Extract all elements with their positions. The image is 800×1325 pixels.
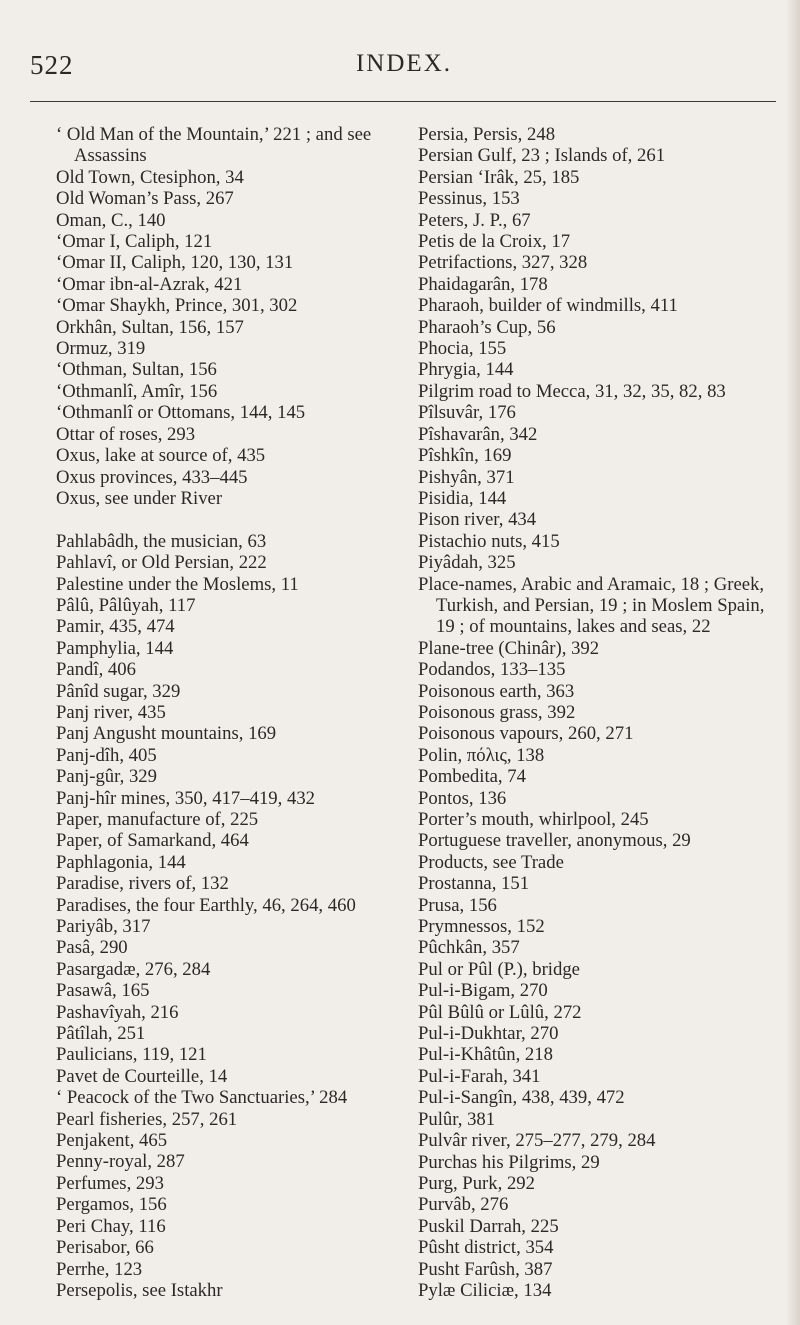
index-entry: Panj river, 435	[56, 701, 166, 723]
index-entry: Pisidia, 144	[418, 487, 507, 509]
index-entry: Orkhân, Sultan, 156, 157	[56, 316, 244, 338]
index-entry: Old Woman’s Pass, 267	[56, 188, 234, 210]
index-entry: Pâtîlah, 251	[56, 1023, 146, 1045]
index-entry: Pul-i-Farah, 341	[418, 1065, 541, 1087]
index-entry: Panj-dîh, 405	[56, 744, 157, 766]
index-entry: ‘Omar II, Caliph, 120, 130, 131	[56, 252, 294, 274]
index-entry: Petrifactions, 327, 328	[418, 252, 588, 274]
index-entry: ‘Othman, Sultan, 156	[56, 359, 217, 381]
index-entry: Pombedita, 74	[418, 766, 526, 788]
index-entry: Pâlû, Pâlûyah, 117	[56, 594, 196, 616]
index-entry: Poisonous earth, 363	[418, 680, 575, 702]
index-entry: Portuguese traveller, anonymous, 29	[418, 830, 691, 852]
header-rule	[30, 101, 776, 102]
index-entry: ‘Othmanlî, Amîr, 156	[56, 380, 218, 402]
index-entry: Pharaoh, builder of windmills, 411	[418, 295, 678, 317]
page-number: 522	[30, 50, 74, 80]
index-entry: Persia, Persis, 248	[418, 124, 556, 145]
index-entry: Pahlabâdh, the musician, 63	[56, 530, 267, 552]
index-entry: Pîshkîn, 169	[418, 445, 512, 467]
index-entry: Pul or Pûl (P.), bridge	[418, 958, 580, 980]
index-entry: Prostanna, 151	[418, 873, 530, 895]
index-entry: Pusht Farûsh, 387	[418, 1258, 553, 1280]
index-entry: Purg, Purk, 292	[418, 1172, 535, 1194]
index-entry: Pulvâr river, 275–277, 279, 284	[418, 1130, 656, 1152]
index-entry: Purvâb, 276	[418, 1194, 509, 1216]
index-entry: Peters, J. P., 67	[418, 209, 531, 231]
index-entry: Pûl Bûlû or Lûlû, 272	[418, 1001, 582, 1023]
index-entry: Pontos, 136	[418, 787, 507, 809]
index-entry: Paradise, rivers of, 132	[56, 873, 229, 895]
index-entry: Phocia, 155	[418, 338, 507, 360]
index-entry: Oxus, lake at source of, 435	[56, 445, 266, 467]
index-entry: ‘Omar I, Caliph, 121	[56, 231, 213, 253]
index-entry: Prusa, 156	[418, 894, 497, 916]
index-column-right	[418, 124, 776, 1301]
index-entry: Puskil Darrah, 225	[418, 1215, 559, 1237]
index-entry: Pamphylia, 144	[56, 637, 174, 659]
letter-section-gap	[56, 509, 391, 530]
index-entry: Pasawâ, 165	[56, 980, 150, 1002]
index-entry: Pison river, 434	[418, 509, 537, 531]
index-entry: Peri Chay, 116	[56, 1215, 166, 1237]
index-entry: Perisabor, 66	[56, 1237, 154, 1259]
index-entry: Paulicians, 119, 121	[56, 1044, 207, 1066]
index-entry: Pîshavarân, 342	[418, 423, 538, 445]
index-entry: Pul-i-Bigam, 270	[418, 980, 548, 1002]
index-entry: Persian Gulf, 23 ; Islands of, 261	[418, 145, 666, 167]
index-entry: Pul-i-Dukhtar, 270	[418, 1023, 559, 1045]
index-entry: Oman, C., 140	[56, 209, 166, 231]
index-entry: Pasâ, 290	[56, 937, 128, 959]
index-entry: Panj-gûr, 329	[56, 766, 157, 788]
index-entry: Pânîd sugar, 329	[56, 680, 181, 702]
index-entry: Paper, manufacture of, 225	[56, 808, 259, 830]
index-entry: Pharaoh’s Cup, 56	[418, 316, 556, 338]
index-entry: Pûchkân, 357	[418, 937, 520, 959]
index-entry: Pasargadæ, 276, 284	[56, 958, 211, 980]
index-entry: Perrhe, 123	[56, 1258, 143, 1280]
index-entry: Pîlsuvâr, 176	[418, 402, 516, 424]
index-entry: ‘Othmanlî or Ottomans, 144, 145	[56, 402, 306, 424]
index-entry: Pulûr, 381	[418, 1108, 496, 1130]
index-entry: ‘Omar ibn-al-Azrak, 421	[56, 273, 243, 295]
index-entry: Oxus provinces, 433–445	[56, 466, 248, 488]
index-entry: Polin, πόλις, 138	[418, 744, 545, 766]
index-entry: Pistachio nuts, 415	[418, 530, 560, 552]
index-column-left	[56, 124, 391, 1301]
index-entry: Persian ‘Irâk, 25, 185	[418, 166, 580, 188]
index-entry: Prymnessos, 152	[418, 916, 545, 938]
index-entry: Piyâdah, 325	[418, 552, 516, 574]
index-entry: Pylæ Ciliciæ, 134	[418, 1279, 552, 1301]
index-entry: Pariyâb, 317	[56, 916, 151, 938]
index-entry: ‘ Peacock of the Two Sanctuaries,’ 284	[56, 1087, 348, 1109]
index-entry: Pahlavî, or Old Persian, 222	[56, 552, 267, 574]
index-entry: Penny-royal, 287	[56, 1151, 185, 1173]
index-entry: Old Town, Ctesiphon, 34	[56, 166, 244, 188]
index-entry: ‘Omar Shaykh, Prince, 301, 302	[56, 295, 298, 317]
index-entry: Phrygia, 144	[418, 359, 514, 381]
running-title: INDEX.	[355, 50, 452, 77]
index-entry: Ottar of roses, 293	[56, 423, 196, 445]
page-header	[30, 50, 778, 90]
index-entry: Petis de la Croix, 17	[418, 231, 571, 253]
index-entry: Plane-tree (Chinâr), 392	[418, 637, 600, 659]
index-entry: Pûsht district, 354	[418, 1237, 554, 1259]
index-entry: Paradises, the four Earthly, 46, 264, 460	[56, 894, 356, 916]
index-entry: Paphlagonia, 144	[56, 851, 186, 873]
index-entry: Poisonous grass, 392	[418, 701, 576, 723]
index-entry: Pessinus, 153	[418, 188, 520, 210]
index-entry: Panj Angusht mountains, 169	[56, 723, 277, 745]
index-entry: Podandos, 133–135	[418, 659, 566, 681]
index-entry: ‘ Old Man of the Mountain,’ 221 ; and see Assassins	[56, 124, 372, 167]
index-entry: Porter’s mouth, whirlpool, 245	[418, 809, 649, 830]
index-entry: Phaidagarân, 178	[418, 273, 548, 295]
index-entry: Pergamos, 156	[56, 1194, 167, 1216]
index-entry: Panj-hîr mines, 350, 417–419, 432	[56, 787, 316, 809]
index-entry: Pavet de Courteille, 14	[56, 1065, 228, 1087]
index-entry: Pul-i-Khâtûn, 218	[418, 1044, 553, 1066]
index-entry: Palestine under the Moslems, 11	[56, 573, 299, 595]
index-entry: Pearl fisheries, 257, 261	[56, 1108, 238, 1130]
index-entry: Penjakent, 465	[56, 1130, 168, 1152]
index-entry: Products, see Trade	[418, 851, 564, 873]
index-entry: Oxus, see under River	[56, 487, 223, 509]
index-entry: Perfumes, 293	[56, 1172, 164, 1194]
index-entry: Purchas his Pilgrims, 29	[418, 1151, 600, 1173]
index-entry: Poisonous vapours, 260, 271	[418, 723, 634, 745]
index-entry: Pamir, 435, 474	[56, 616, 175, 638]
index-entry: Persepolis, see Istakhr	[56, 1279, 223, 1301]
index-entry: Paper, of Samarkand, 464	[56, 830, 249, 852]
index-entry: Pishyân, 371	[418, 466, 515, 488]
index-entry: Pandî, 406	[56, 659, 136, 681]
index-entry: Ormuz, 319	[56, 338, 146, 360]
index-entry: Pul-i-Sangîn, 438, 439, 472	[418, 1087, 625, 1109]
index-entry: Pilgrim road to Mecca, 31, 32, 35, 82, 83	[418, 380, 726, 402]
page-edge-shadow	[786, 0, 800, 1325]
index-entry: Pashavîyah, 216	[56, 1001, 179, 1023]
index-entry: Place-names, Arabic and Aramaic, 18 ; Greek, Turkish, and Persian, 19 ; in Moslem Spain, 19 ; of mountains, lakes and seas, 22	[418, 573, 765, 638]
